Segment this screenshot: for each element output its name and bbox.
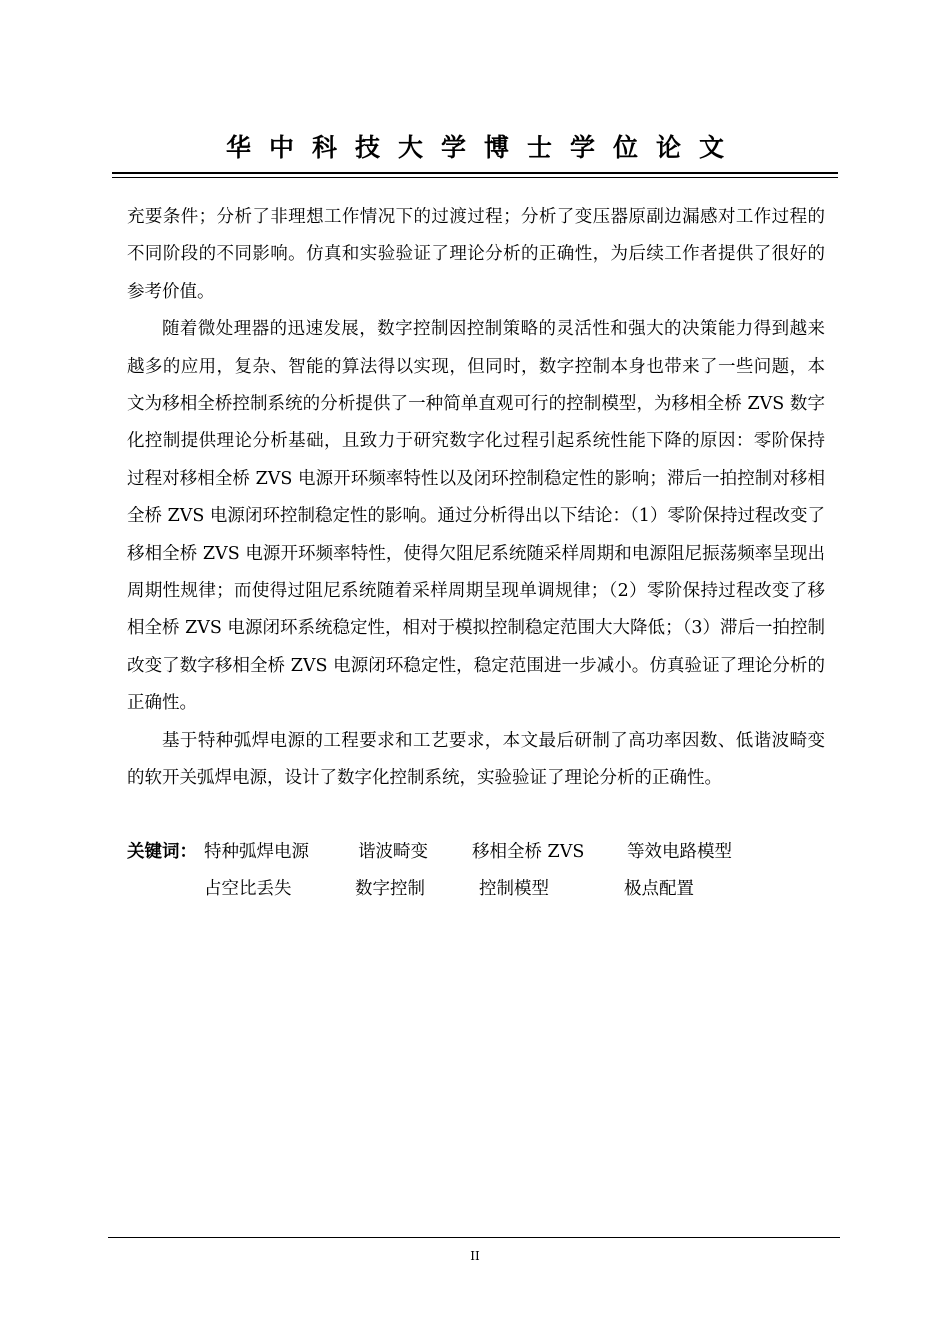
paragraph-digital-control: 随着微处理器的迅速发展，数字控制因控制策略的灵活性和强大的决策能力得到越来越多的应用，复杂、智能的算法得以实现，但同时，数字控制本身也带来了一些问题，本文为移相全桥控制系统的分析提供了一种简单直观可行的控制模型，为移相全桥 ZVS 数字化控制提供理论分析基础，且致力于研究数字化过程引起系统性能下降的原因：零阶保持过程对移相全桥 ZVS 电源开环频率特性以及闭环控制稳定性的影响；滞后一拍控制对移相全桥 ZVS 电源闭环控制稳定性的影响。通过分析得出以下结论：（1）零阶保持过程改变了移相全桥 ZVS 电源开环频率特性，使得欠阻尼系统随采样周期和电源阻尼振荡频率呈现出周期性规律；而使得过阻尼系统随着采样周期呈现单调规律；（2）零阶保持过程改变了移相全桥 ZVS 电源闭环系统稳定性，相对于模拟控制稳定范围大大降低；（3）滞后一拍控制改变了数字移相全桥 ZVS 电源闭环稳定性，稳定范围进一步减小。仿真验证了理论分析的正确性。 bbox=[127, 319, 825, 714]
abstract-body bbox=[127, 199, 825, 798]
header-rule-thick bbox=[112, 172, 838, 174]
paragraph-continuation: 充要条件；分析了非理想工作情况下的过渡过程；分析了变压器原副边漏感对工作过程的不同阶段的不同影响。仿真和实验验证了理论分析的正确性，为后续工作者提供了很好的参考价值。 bbox=[127, 207, 825, 302]
page-header-title: 华中科技大学博士学位论文 bbox=[225, 133, 742, 162]
keyword-item: 占空比丢失 bbox=[204, 879, 292, 899]
keyword-item: 等效电路模型 bbox=[627, 842, 732, 862]
paragraph-conclusion: 基于特种弧焊电源的工程要求和工艺要求，本文最后研制了高功率因数、低谐波畸变的软开关弧焊电源，设计了数字化控制系统，实验验证了理论分析的正确性。 bbox=[127, 730, 825, 789]
header-rule-thin bbox=[112, 177, 838, 178]
footer-rule bbox=[108, 1237, 840, 1238]
keyword-item: 控制模型 bbox=[479, 879, 549, 899]
keyword-item: 数字控制 bbox=[355, 879, 425, 899]
keyword-item: 特种弧焊电源 bbox=[204, 842, 309, 862]
keywords-label: 关键词： bbox=[127, 842, 197, 862]
keyword-item: 谐波畸变 bbox=[358, 842, 428, 862]
keyword-item: 移相全桥 ZVS bbox=[472, 842, 585, 862]
page-number: II bbox=[470, 1249, 480, 1263]
keyword-item: 极点配置 bbox=[624, 879, 694, 899]
